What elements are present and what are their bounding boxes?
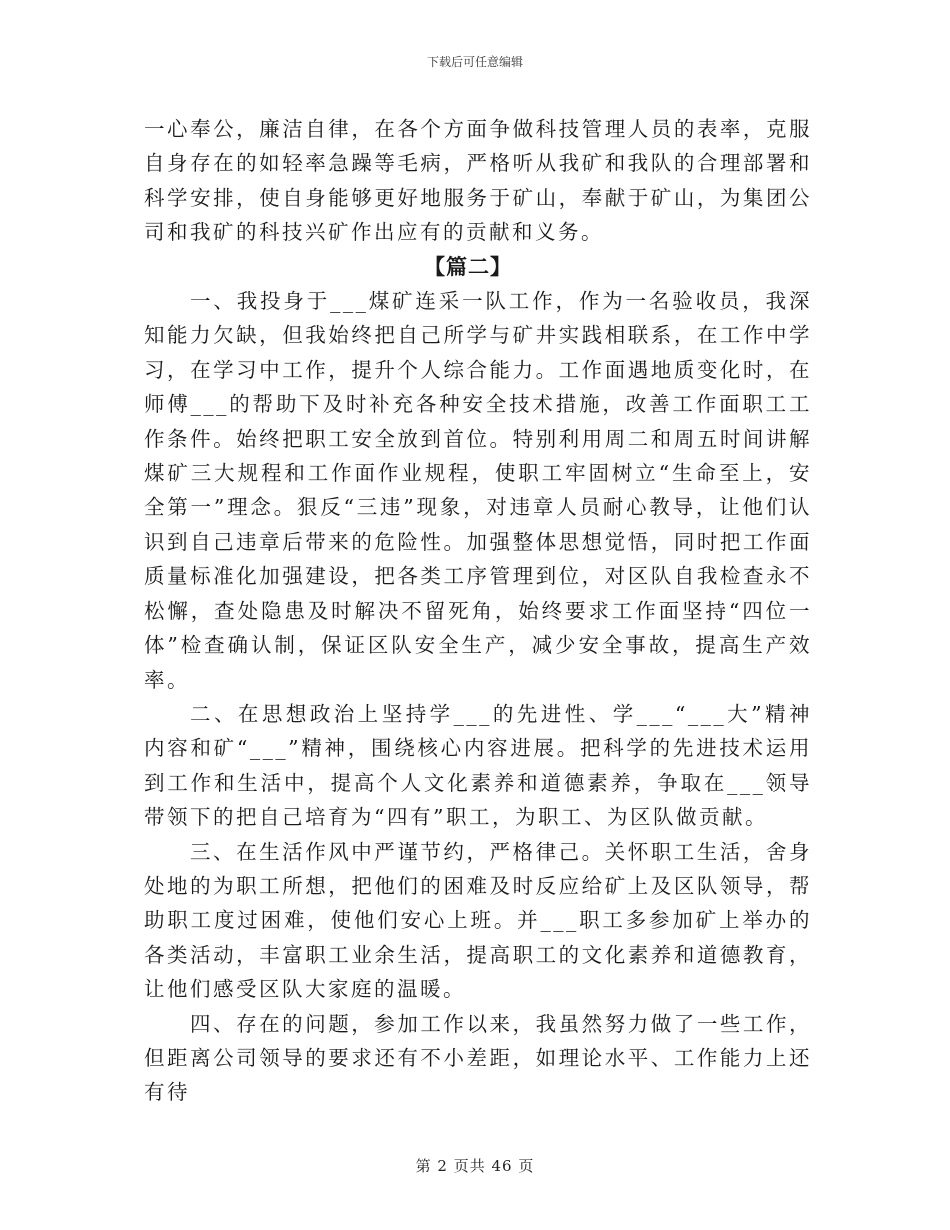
paragraph-2: 二、在思想政治上坚持学___的先进性、学___“___大”精神内容和矿“___”精神，围绕核心内容进展。把科学的先进技术运用到工作和生活中，提高个人文化素养和道德素养，争取在___领导带领下的把自己培育为“四有”职工，为职工、为区队做贡献。 <box>144 701 812 830</box>
document-body <box>144 112 812 1110</box>
paragraph-3: 三、在生活作风中严谨节约，严格律己。关怀职工生活，舍身处地的为职工所想，把他们的困难及时反应给矿上及区队领导，帮助职工度过困难，使他们安心上班。并___职工多参加矿上举办的各类活动，丰富职工业余生活，提高职工的文化素养和道德教育，让他们感受区队大家庭的温暖。 <box>144 839 812 1002</box>
paragraph-4: 四、存在的问题，参加工作以来，我虽然努力做了一些工作，但距离公司领导的要求还有不小差距，如理论水平、工作能力上还有待 <box>144 1011 812 1105</box>
paragraph-1: 一、我投身于___煤矿连采一队工作，作为一名验收员，我深知能力欠缺，但我始终把自己所学与矿井实践相联系，在工作中学习，在学习中工作，提升个人综合能力。工作面遇地质变化时，在师傅___的帮助下及时补充各种安全技术措施，改善工作面职工工作条件。始终把职工安全放到首位。特别利用周二和周五时间讲解煤矿三大规程和工作面作业规程，使职工牢固树立“生命至上，安全第一”理念。狠反“三违”现象，对违章人员耐心教导，让他们认识到自己违章后带来的危险性。加强整体思想觉悟，同时把工作面质量标准化加强建设，把各类工序管理到位，对区队自我检查永不松懈，查处隐患及时解决不留死角，始终要求工作面坚持“四位一体”检查确认制，保证区队安全生产，减少安全事故，提高生产效率。 <box>144 289 812 692</box>
header-note: 下载后可任意编辑 <box>426 55 523 69</box>
paragraph-intro: 一心奉公，廉洁自律，在各个方面争做科技管理人员的表率，克服自身存在的如轻率急躁等毛病，严格听从我矿和我队的合理部署和科学安排，使自身能够更好地服务于矿山，奉献于矿山，为集团公司和我矿的科技兴矿作出应有的贡献和义务。 <box>144 117 812 245</box>
section-title: 【篇二】 <box>424 253 512 279</box>
page-number: 第 2 页共 46 页 <box>415 1157 535 1175</box>
